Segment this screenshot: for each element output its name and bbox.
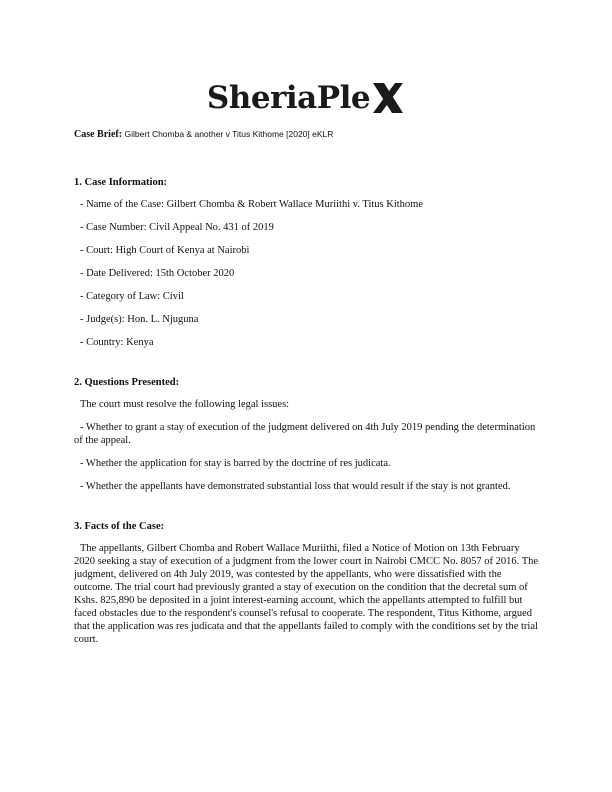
section-heading: 3. Facts of the Case: xyxy=(74,521,165,532)
case-brief-title: Gilbert Chomba & another v Titus Kithome [2020] eKLR xyxy=(124,129,334,139)
document-content xyxy=(74,176,540,646)
section-questions-presented xyxy=(74,376,540,493)
list-item: - Date Delivered: 15th October 2020 xyxy=(80,268,235,279)
case-brief-label: Case Brief: xyxy=(74,129,123,140)
list-item: - Category of Law: Civil xyxy=(80,291,184,302)
list-item: - Country: Kenya xyxy=(80,337,154,348)
section-intro: The court must resolve the following legal issues: xyxy=(80,399,290,410)
facts-paragraph: The appellants, Gilbert Chomba and Robert Wallace Muriithi, filed a Notice of Motion on 13th February 2020 seeking a stay of execution of a judgment from the lower court in Nairobi CMCC No. 8057 of 2016. The judgment, delivered on 4th July 2019, was contested by the appellants, who were dissatisfied with the outcome. The trial court had previously granted a stay of execution on the condition that the decretal sum of Kshs. 825,890 be deposited in a joint interest-earning account, which the appellants attempted to fulfill but faced obstacles due to the respondent's counsel's refusal to cooperate. The respondent, Titus Kithome, argued that the application was res judicata and that the appellants failed to comply with the conditions set by the trial court. xyxy=(74,543,539,645)
list-item: - Judge(s): Hon. L. Njuguna xyxy=(80,314,199,325)
list-item: - Whether the application for stay is barred by the doctrine of res judicata. xyxy=(80,458,391,469)
section-case-information xyxy=(74,176,540,349)
list-item: - Court: High Court of Kenya at Nairobi xyxy=(80,245,250,256)
section-facts xyxy=(74,520,540,646)
logo-text: SheriaPle xyxy=(206,80,371,116)
logo xyxy=(0,80,612,120)
logo-x-mark-icon xyxy=(371,81,405,115)
case-brief-line xyxy=(74,129,333,140)
list-item: - Whether to grant a stay of execution of the judgment delivered on 4th July 2019 pending the determination of the appeal. xyxy=(74,422,536,446)
list-item: - Case Number: Civil Appeal No. 431 of 2019 xyxy=(80,222,274,233)
section-heading: 2. Questions Presented: xyxy=(74,377,180,388)
section-heading: 1. Case Information: xyxy=(74,177,168,188)
list-item: - Whether the appellants have demonstrated substantial loss that would result if the stay is not granted. xyxy=(80,481,511,492)
list-item: - Name of the Case: Gilbert Chomba & Robert Wallace Muriithi v. Titus Kithome xyxy=(80,199,423,210)
